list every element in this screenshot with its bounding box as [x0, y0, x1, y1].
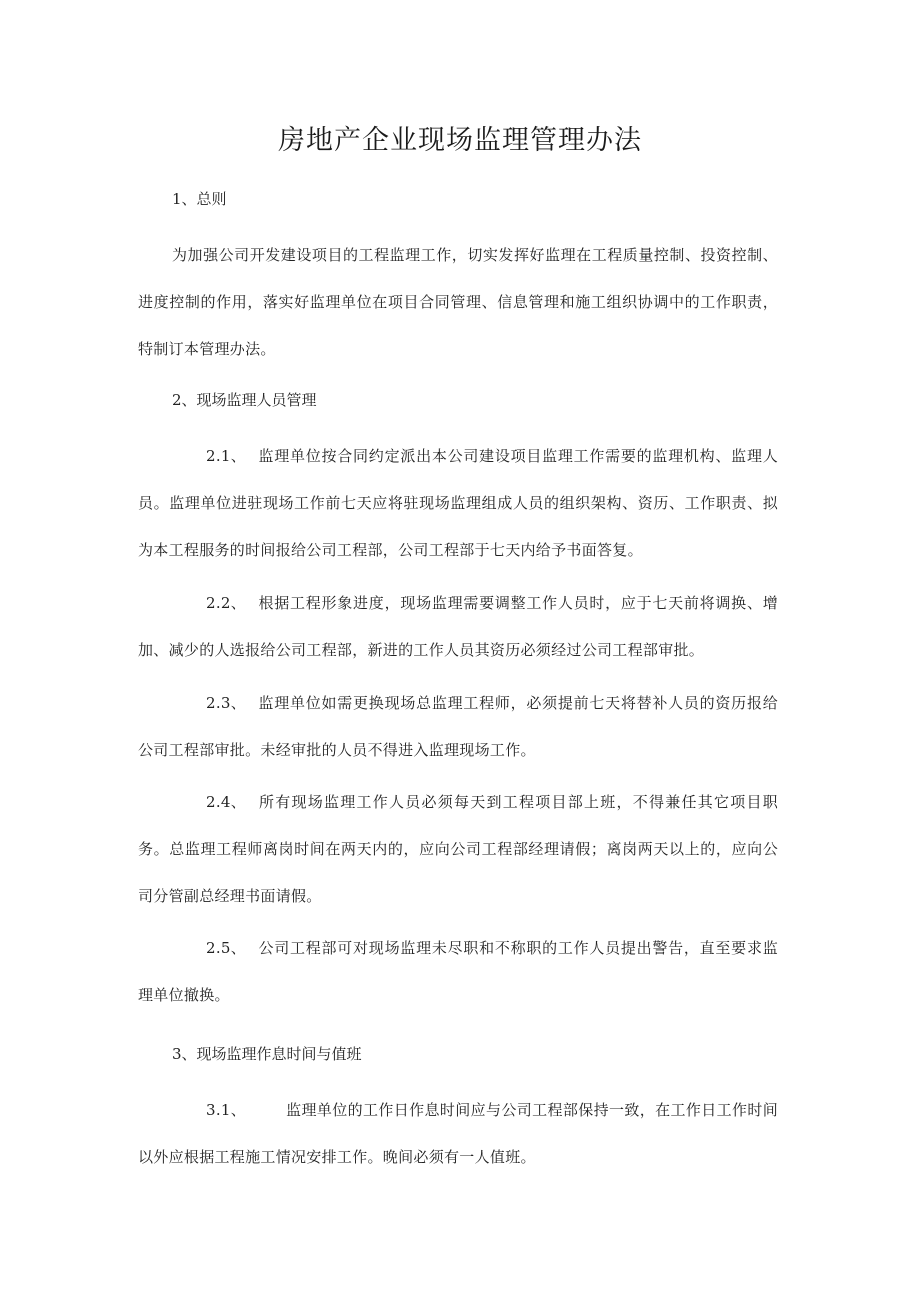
- clause-text: 监理单位如需更换现场总监理工程师，必须提前七天将替补人员的资历报给公司工程部审批。未经审批的人员不得进入监理现场工作。: [138, 694, 778, 759]
- section-heading-general: 1、总则: [172, 190, 227, 208]
- document-title: 房地产企业现场监理管理办法: [278, 125, 642, 156]
- clause-2-1: [138, 433, 778, 574]
- paragraph-general: 为加强公司开发建设项目的工程监理工作，切实发挥好监理在工程质量控制、投资控制、进度控制的作用，落实好监理单位在项目合同管理、信息管理和施工组织协调中的工作职责，特制订本管理办法。: [138, 246, 778, 358]
- clause-3-1: [138, 1087, 778, 1181]
- clause-number: 3.1、: [206, 1101, 247, 1119]
- clause-text: 根据工程形象进度，现场监理需要调整工作人员时，应于七天前将调换、增加、减少的人选报给公司工程部，新进的工作人员其资历必须经过公司工程部审批。: [138, 594, 778, 659]
- clause-text: 监理单位的工作日作息时间应与公司工程部保持一致，在工作日工作时间以外应根据工程施工情况安排工作。晚间必须有一人值班。: [138, 1101, 778, 1166]
- clause-2-4: [138, 779, 778, 920]
- clause-text: 所有现场监理工作人员必须每天到工程项目部上班，不得兼任其它项目职务。总监理工程师离岗时间在两天内的，应向公司工程部经理请假；离岗两天以上的，应向公司分管副总经理书面请假。: [138, 793, 778, 905]
- clause-number: 2.1、: [206, 447, 247, 465]
- clause-number: 2.4、: [206, 793, 247, 811]
- clause-2-2: [138, 580, 778, 674]
- clause-text: 公司工程部可对现场监理未尽职和不称职的工作人员提出警告，直至要求监理单位撤换。: [138, 939, 778, 1004]
- clause-number: 2.3、: [206, 694, 247, 712]
- section-heading-staff-management: 2、现场监理人员管理: [172, 391, 317, 409]
- clause-number: 2.2、: [206, 594, 247, 612]
- section-heading-work-hours: 3、现场监理作息时间与值班: [172, 1045, 362, 1063]
- clause-2-3: [138, 680, 778, 774]
- clause-text: 监理单位按合同约定派出本公司建设项目监理工作需要的监理机构、监理人员。监理单位进驻现场工作前七天应将驻现场监理组成人员的组织架构、资历、工作职责、拟为本工程服务的时间报给公司工程部，公司工程部于七天内给予书面答复。: [138, 447, 778, 559]
- clause-number: 2.5、: [206, 939, 247, 957]
- clause-2-5: [138, 925, 778, 1019]
